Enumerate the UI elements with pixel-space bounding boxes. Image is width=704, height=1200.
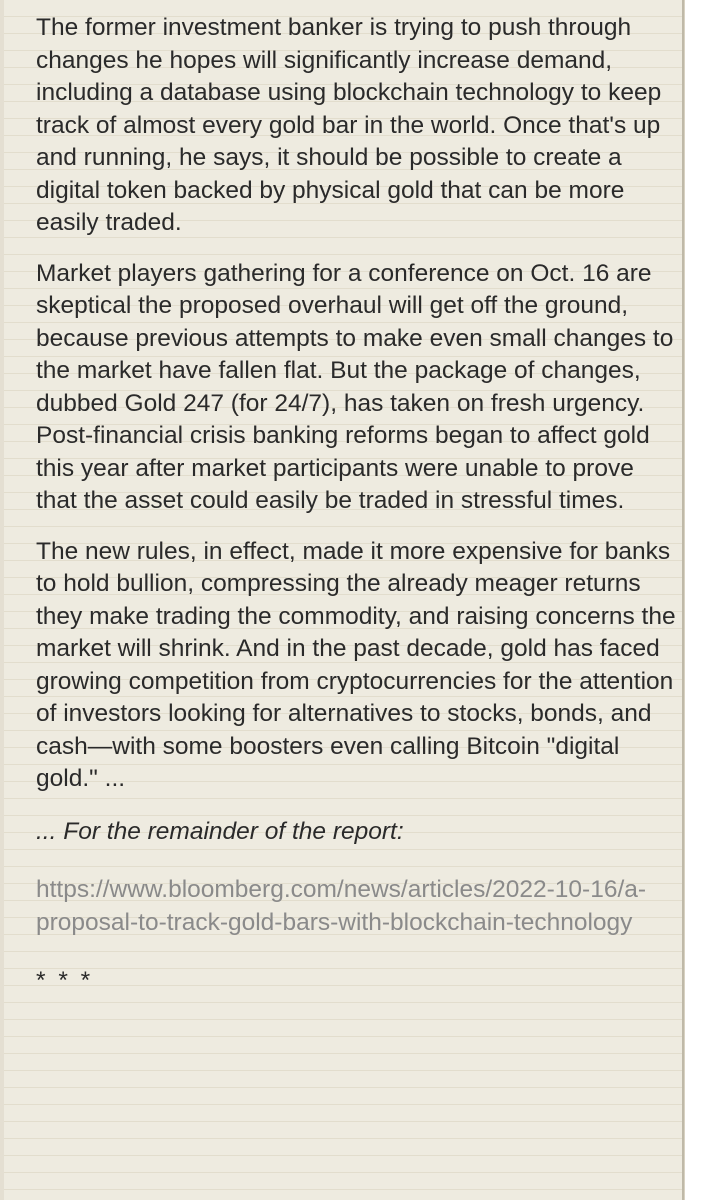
remainder-label: ... For the remainder of the report:	[36, 817, 404, 845]
separator-asterisks: * * *	[36, 967, 94, 994]
report-link[interactable]: https://www.bloomberg.com/news/articles/2022-10-16/a-proposal-to-track-gold-bars-with-blockchain-technology	[36, 876, 647, 936]
article-paragraph-3: The new rules, in effect, made it more expensive for banks to hold bullion, compressing the already meager returns they make trading the commodity, and raising concerns the market will shrink. And in the past decade, gold has faced growing competition from cryptocurrencies for the attention of investors looking for alternatives to stocks, bonds, and cash—with some boosters even calling Bitcoin "digital gold." ...	[36, 537, 676, 792]
article-body	[36, 12, 676, 998]
article-paragraph-1: The former investment banker is trying to push through changes he hopes will significantly increase demand, including a database using blockchain technology to keep track of almost every gold bar in the world. Once that's up and running, he says, it should be possible to create a digital token backed by physical gold that can be more easily traded.	[36, 14, 662, 236]
article-paragraph-2: Market players gathering for a conference on Oct. 16 are skeptical the proposed overhaul will get off the ground, because previous attempts to make even small changes to the market have fallen flat. But the package of changes, dubbed Gold 247 (for 24/7), has taken on fresh urgency. Post-financial crisis banking reforms began to affect gold this year after market participants were unable to prove that the asset could easily be traded in stressful times.	[36, 259, 674, 514]
right-margin	[686, 0, 704, 1200]
